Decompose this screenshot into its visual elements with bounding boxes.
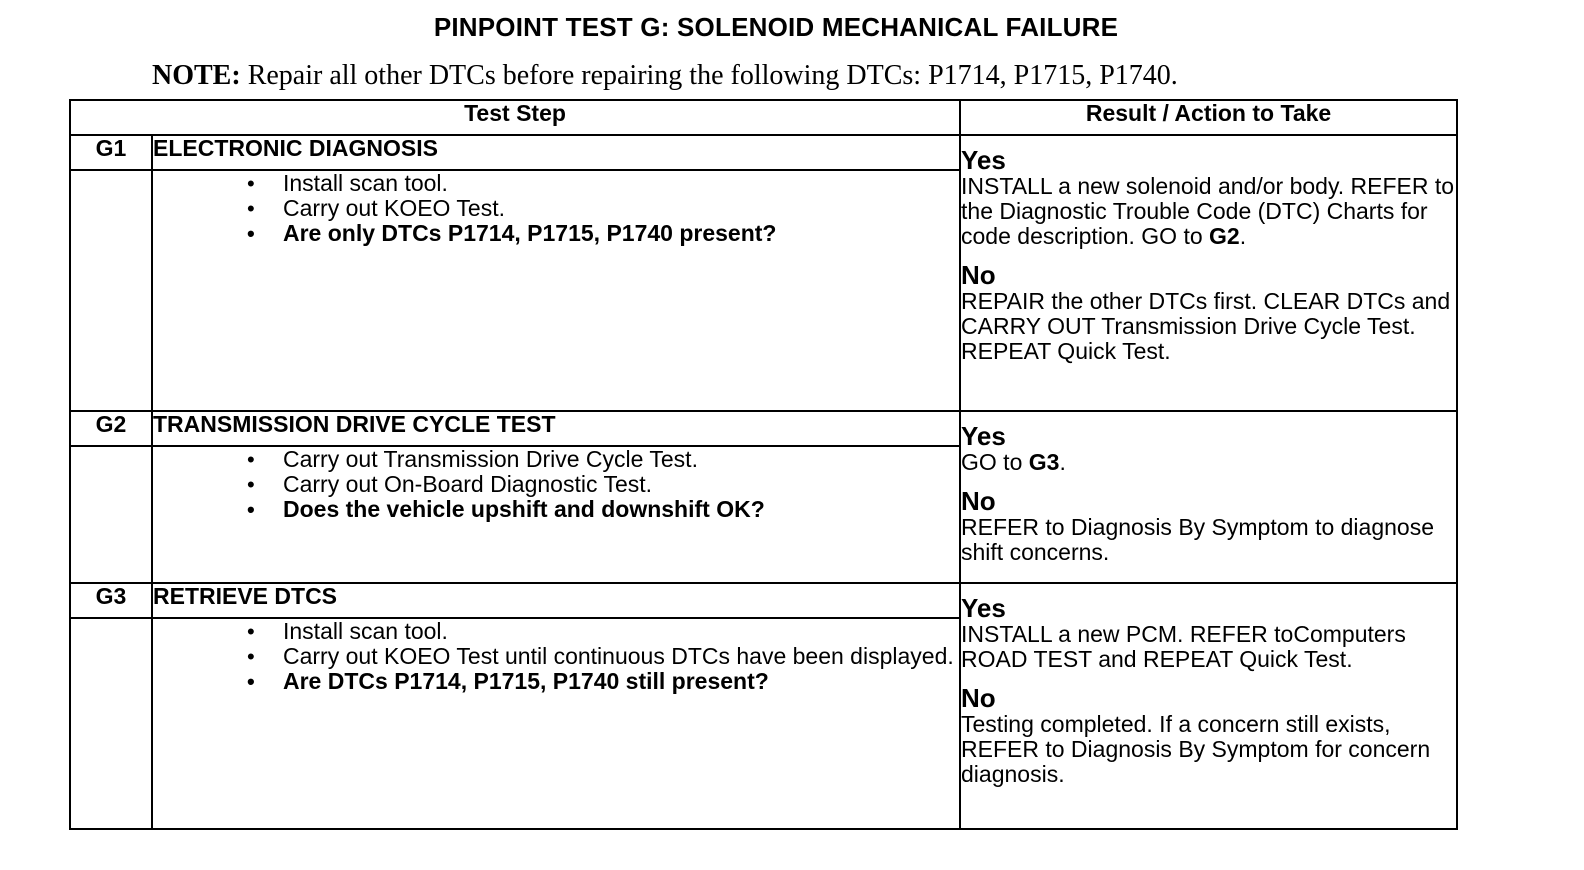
yes-action: INSTALL a new PCM. REFER toComputers ROAD TEST and REPEAT Quick Test. — [961, 621, 1406, 672]
action-item: • Carry out Transmission Drive Cycle Test. — [283, 447, 959, 472]
step-result — [960, 135, 1457, 411]
yes-label: Yes — [961, 593, 1006, 623]
yes-step-ref: G3 — [1028, 449, 1060, 475]
note-text: Repair all other DTCs before repairing the following DTCs: P1714, P1715, P1740. — [240, 60, 1178, 91]
step-result — [960, 583, 1457, 829]
yes-action-tail: . — [1059, 449, 1066, 475]
note — [152, 60, 1178, 92]
yes-step-ref: G2 — [1209, 223, 1240, 249]
action-item: • Carry out KOEO Test. — [283, 196, 959, 221]
action-item: • Install scan tool. — [283, 171, 959, 196]
step-actions — [152, 446, 960, 583]
step-id: G3 — [70, 583, 152, 618]
pinpoint-test-table — [69, 99, 1458, 830]
step-question: • Does the vehicle upshift and downshift OK? — [283, 497, 959, 522]
yes-action-text: GO to — [961, 449, 1023, 475]
page-title: PINPOINT TEST G: SOLENOID MECHANICAL FAILURE — [433, 12, 1119, 42]
yes-action-text: INSTALL a new solenoid and/or body. REFER to the Diagnostic Trouble Code (DTC) Charts for code description. GO to — [961, 173, 1455, 249]
step-title: TRANSMISSION DRIVE CYCLE TEST — [152, 411, 960, 446]
action-item: • Install scan tool. — [283, 619, 959, 644]
no-label: No — [961, 683, 996, 713]
action-item: • Carry out KOEO Test until continuous DTCs have been displayed. — [283, 644, 959, 669]
no-action: REPAIR the other DTCs first. CLEAR DTCs and CARRY OUT Transmission Drive Cycle Test. REPEAT Quick Test. — [961, 288, 1451, 364]
yes-action — [961, 450, 1456, 475]
step-question: • Are DTCs P1714, P1715, P1740 still present? — [283, 669, 959, 694]
step-actions — [152, 170, 960, 411]
no-action: Testing completed. If a concern still exists, REFER to Diagnosis By Symptom for concern diagnosis. — [961, 711, 1431, 787]
step-row-g2 — [70, 411, 1457, 446]
header-test-step: Test Step — [70, 100, 960, 135]
step-question: • Are only DTCs P1714, P1715, P1740 present? — [283, 221, 959, 246]
step-title: RETRIEVE DTCS — [152, 583, 960, 618]
step-row-g3 — [70, 583, 1457, 618]
step-result — [960, 411, 1457, 583]
no-action: REFER to Diagnosis By Symptom to diagnose shift concerns. — [961, 514, 1434, 565]
note-label: NOTE: — [152, 60, 241, 91]
step-id: G1 — [70, 135, 152, 170]
yes-action-tail: . — [1239, 223, 1247, 249]
step-row-g1 — [70, 135, 1457, 170]
step-actions — [152, 618, 960, 829]
table-header-row — [70, 100, 1457, 135]
header-result-action: Result / Action to Take — [960, 100, 1457, 135]
no-label: No — [961, 260, 996, 290]
step-title: ELECTRONIC DIAGNOSIS — [152, 135, 960, 170]
yes-label: Yes — [961, 421, 1006, 451]
yes-action — [961, 174, 1456, 249]
action-item: • Carry out On-Board Diagnostic Test. — [283, 472, 959, 497]
no-label: No — [961, 486, 996, 516]
yes-label: Yes — [961, 145, 1006, 175]
step-id: G2 — [70, 411, 152, 446]
